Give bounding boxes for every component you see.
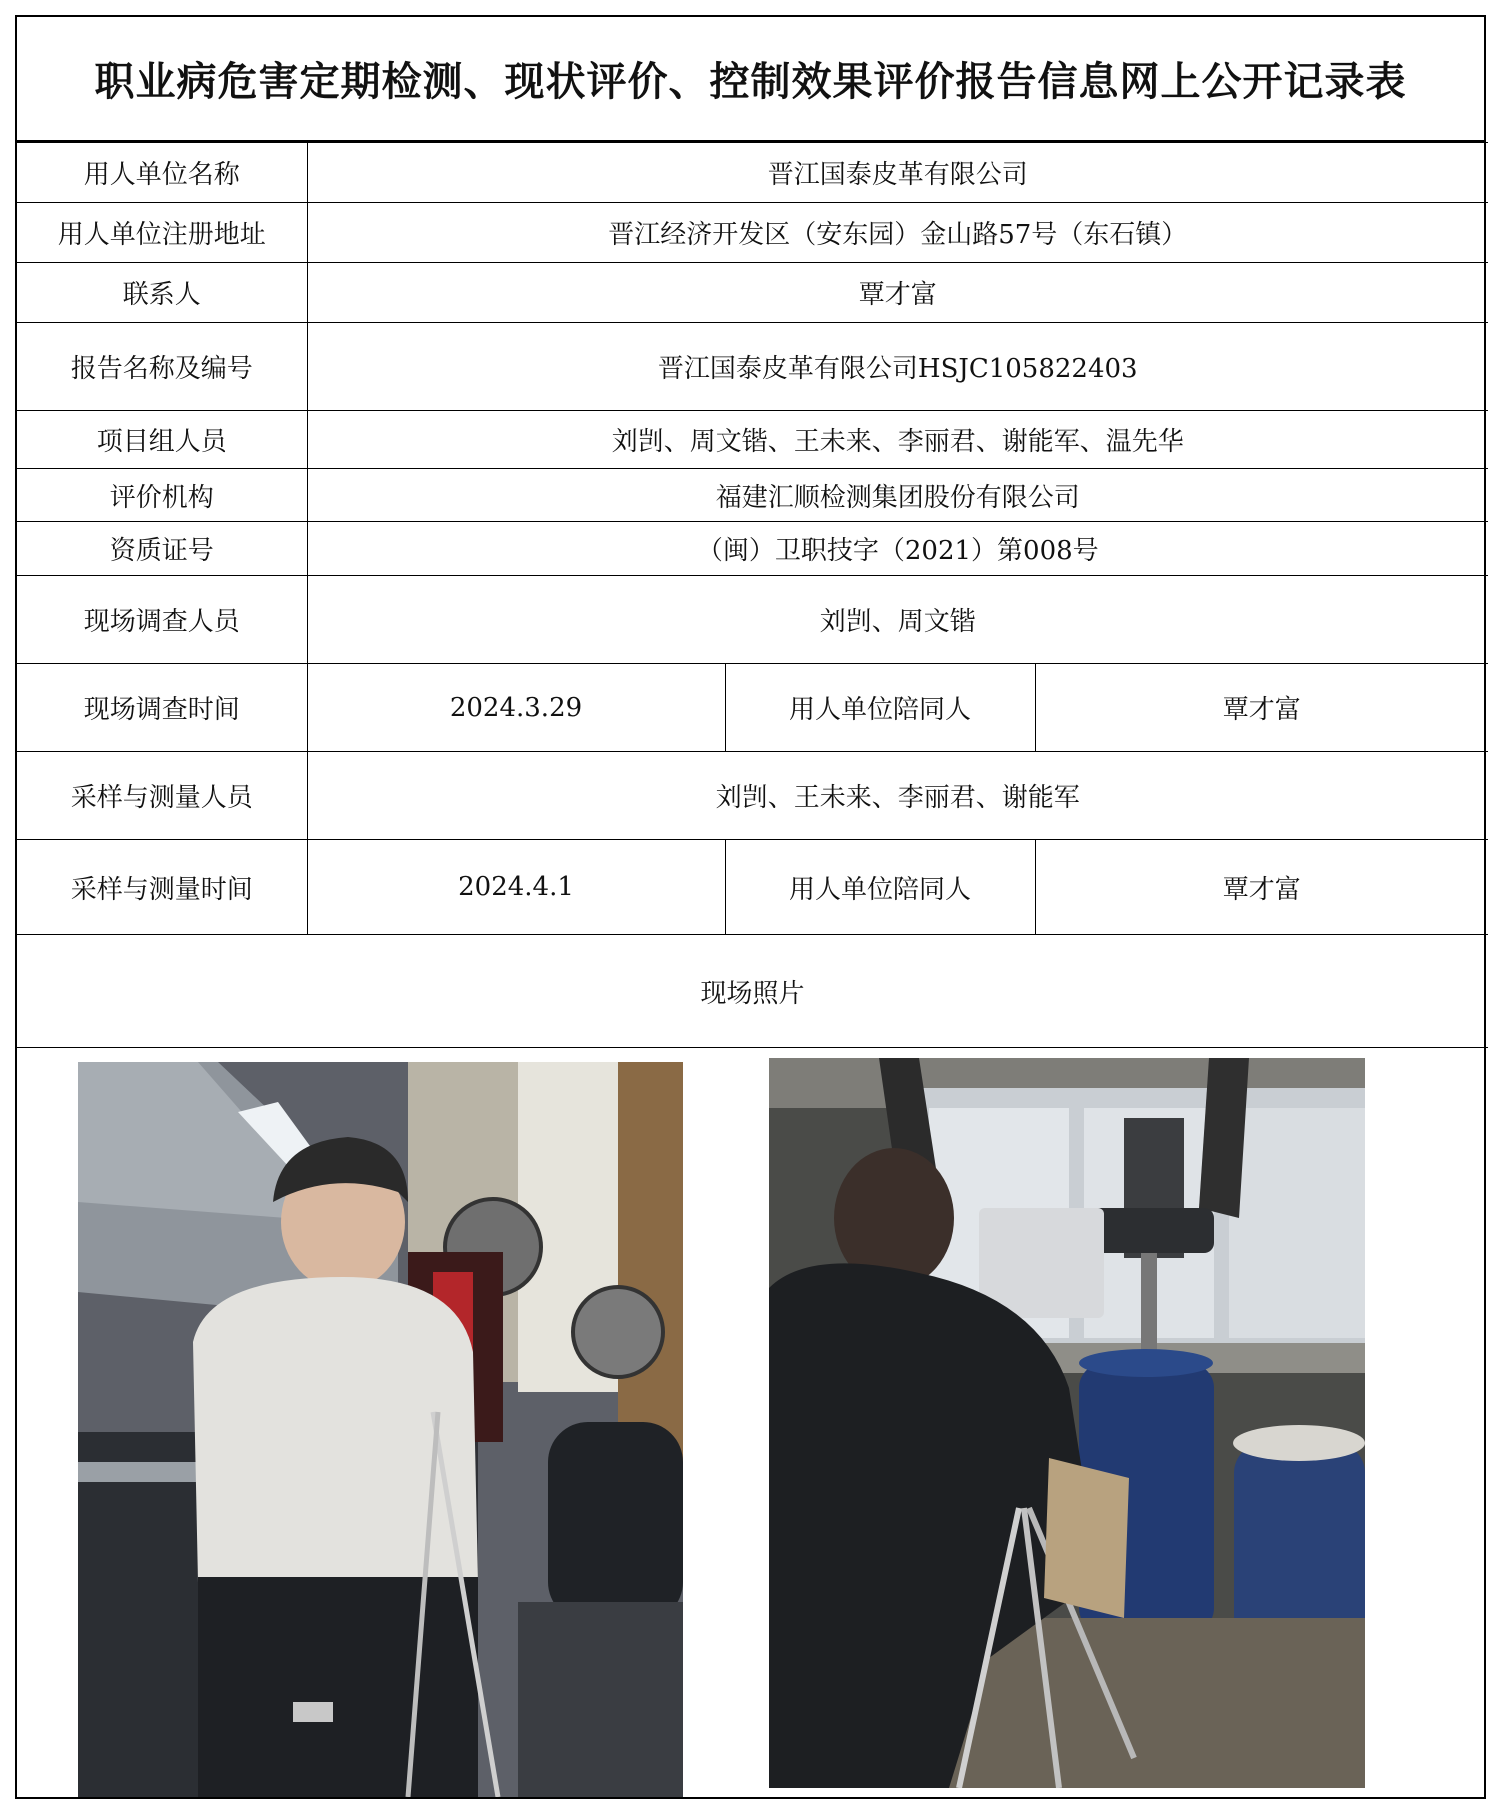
value-address: 晋江经济开发区（安东园）金山路57号（东石镇）: [307, 203, 1488, 263]
value-sampling-time: 2024.4.1: [307, 840, 725, 935]
row-company-name: [17, 143, 1488, 203]
value-report: 晋江国泰皮革有限公司HSJC105822403: [307, 323, 1488, 411]
form-title: 职业病危害定期检测、现状评价、控制效果评价报告信息网上公开记录表: [17, 17, 1484, 142]
value-survey-staff: 刘剀、周文锴: [307, 576, 1488, 664]
label-survey-companion: 用人单位陪同人: [725, 664, 1035, 752]
label-contact: 联系人: [17, 263, 307, 323]
value-cert: （闽）卫职技字（2021）第008号: [307, 522, 1488, 576]
row-survey-time: [17, 664, 1488, 752]
row-cert: [17, 522, 1488, 576]
value-team: 刘剀、周文锴、王未来、李丽君、谢能军、温先华: [307, 411, 1488, 469]
row-photos-header: [17, 935, 1488, 1048]
site-photo-1: [78, 1062, 683, 1797]
label-sampling-time: 采样与测量时间: [17, 840, 307, 935]
row-contact: [17, 263, 1488, 323]
row-sampling-staff: [17, 752, 1488, 840]
value-company-name: 晋江国泰皮革有限公司: [307, 143, 1488, 203]
label-report: 报告名称及编号: [17, 323, 307, 411]
label-sampling-companion: 用人单位陪同人: [725, 840, 1035, 935]
record-table: [17, 142, 1488, 1048]
label-address: 用人单位注册地址: [17, 203, 307, 263]
row-team: [17, 411, 1488, 469]
value-sampling-staff: 刘剀、王未来、李丽君、谢能军: [307, 752, 1488, 840]
record-form: [15, 15, 1486, 1799]
label-survey-staff: 现场调查人员: [17, 576, 307, 664]
value-survey-time: 2024.3.29: [307, 664, 725, 752]
value-sampling-companion: 覃才富: [1035, 840, 1488, 935]
row-report: [17, 323, 1488, 411]
label-sampling-staff: 采样与测量人员: [17, 752, 307, 840]
photos-area: [17, 1047, 1484, 1797]
row-agency: [17, 469, 1488, 522]
row-survey-staff: [17, 576, 1488, 664]
value-contact: 覃才富: [307, 263, 1488, 323]
site-photo-2: [769, 1058, 1365, 1788]
label-company-name: 用人单位名称: [17, 143, 307, 203]
label-photos: 现场照片: [17, 935, 1488, 1048]
row-address: [17, 203, 1488, 263]
value-survey-companion: 覃才富: [1035, 664, 1488, 752]
label-agency: 评价机构: [17, 469, 307, 522]
value-agency: 福建汇顺检测集团股份有限公司: [307, 469, 1488, 522]
label-survey-time: 现场调查时间: [17, 664, 307, 752]
row-sampling-time: [17, 840, 1488, 935]
label-team: 项目组人员: [17, 411, 307, 469]
label-cert: 资质证号: [17, 522, 307, 576]
